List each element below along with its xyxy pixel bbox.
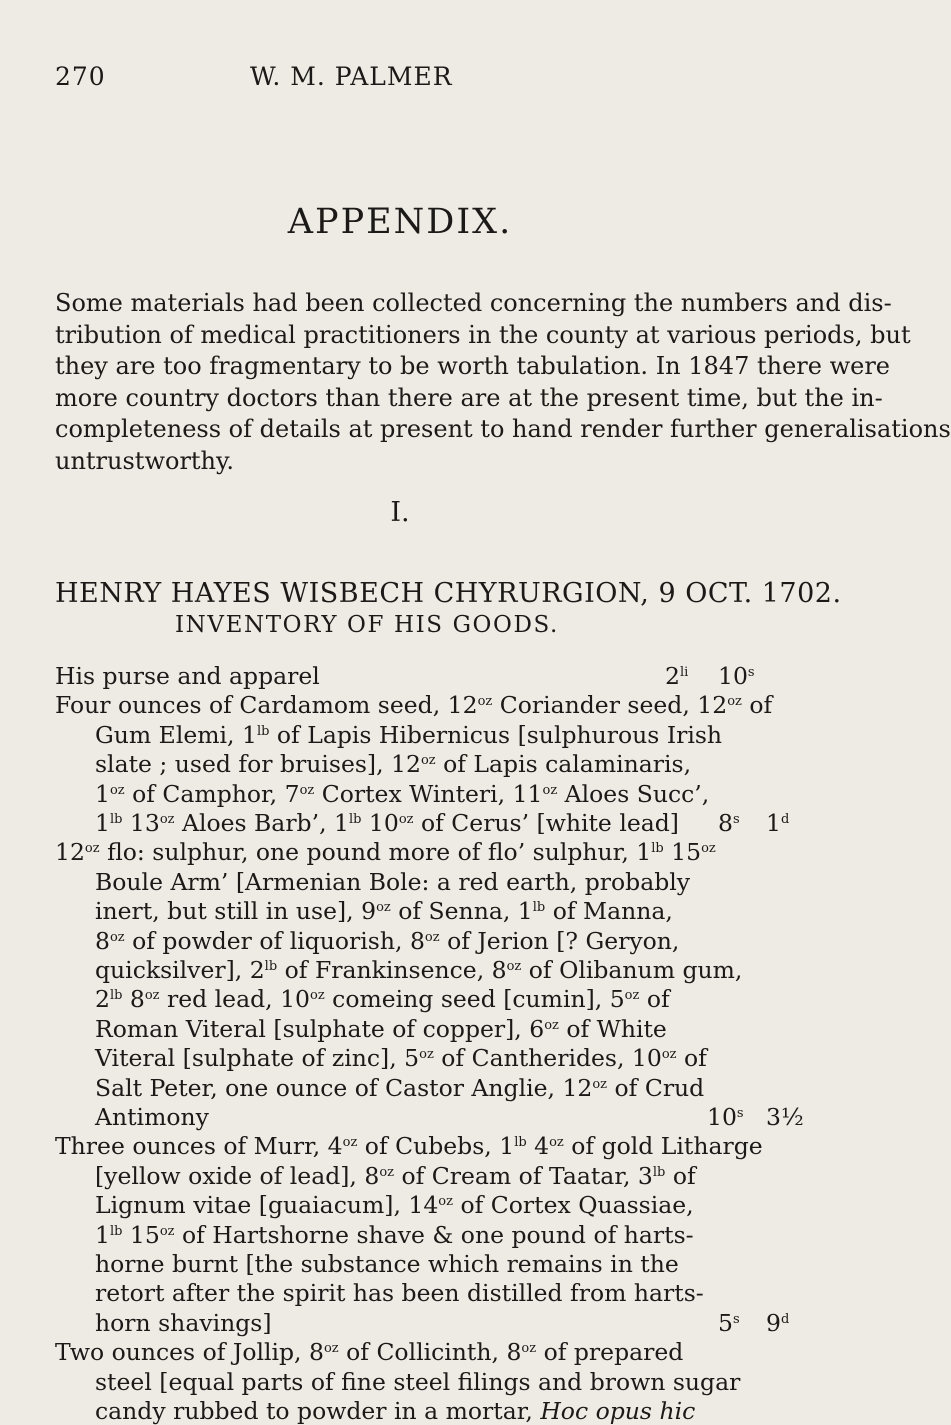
entry-line: horn shavings] [95,1308,272,1337]
entry-line: $2^{lb}$ $8^{oz}$ red lead, $10^{oz}$ comeing seed [cumin], $5^{oz}$ of [95,985,670,1014]
intro-line: completeness of details at present to hand render further generalisations [55,415,951,443]
amount-shillings: 8$^s$ [718,809,740,837]
entry-line: inert, but still in use], $9^{oz}$ of Senna, $1^{lb}$ of Manna, [95,897,673,926]
intro-line: more country doctors than there are at the present time, but the in- [55,383,883,412]
entry-line: $8^{oz}$ of powder of liquorish, $8^{oz}$ of Jerion [? Geryon, [95,926,680,955]
entry-line: horne burnt [the substance which remains in the [95,1250,679,1278]
inventory-subheading: INVENTORY OF HIS GOODS. [175,612,559,638]
entry-line: [yellow oxide of lead], $8^{oz}$ of Cream of Taatar, $3^{lb}$ of [95,1161,696,1190]
entry-line: Salt Peter, one ounce of Castor Anglie, $12^{oz}$ of Crud [95,1073,705,1102]
intro-paragraph [55,288,951,477]
appendix-title: APPENDIX. [287,202,513,242]
entry-line: Lignum vitae [guaiacum], $14^{oz}$ of Cortex Quassiae, [95,1191,694,1220]
intro-line: untrustworthy. [55,446,235,475]
entry-line: Roman Viteral [sulphate of copper], $6^{oz}$ of White [95,1014,667,1043]
entry-line: Gum Elemi, $1^{lb}$ of Lapis Hibernicus [sulphurous Irish [95,720,723,749]
amount-pence: 9$^d$ [766,1308,790,1337]
entry-line: slate ; used for bruises], $12^{oz}$ of Lapis calaminaris, [95,750,692,779]
page-number: 270 [55,62,106,91]
entry-line: $1^{oz}$ of Camphor, $7^{oz}$ Cortex Winteri, $11^{oz}$ Aloes Succ’, [95,779,710,808]
entry-line: $1^{lb}$ $15^{oz}$ of Hartshorne shave & one pound of harts- [95,1220,694,1249]
inventory-heading: HENRY HAYES WISBECH CHYRURGION, 9 OCT. 1702. [55,578,842,609]
entry-line: Boule Arm’ [Armenian Bole: a red earth, probably [95,867,691,896]
entry-line: $12^{oz}$ flo: sulphur, one pound more of flo’ sulphur, $1^{lb}$ $15^{oz}$ [55,838,716,867]
entry-line: Viteral [sulphate of zinc], $5^{oz}$ of Cantherides, $10^{oz}$ of [95,1044,707,1073]
entry-line: $1^{lb}$ $13^{oz}$ Aloes Barb’, $1^{lb}$ $10^{oz}$ of Cerus’ [white lead] [95,809,679,837]
entry-line: candy rubbed to powder in a mortar, Hoc opus hic [95,1397,696,1425]
section-numeral: I. [390,497,410,528]
intro-line: Some materials had been collected concerning the numbers and dis- [55,289,892,317]
intro-line: tribution of medical practitioners in the county at various periods, but [55,320,911,349]
entry-line: Two ounces of Jollip, $8^{oz}$ of Collicinth, $8^{oz}$ of prepared [55,1338,684,1367]
amount-shillings: 10$^s$ [718,662,755,690]
amount-pence: 3½ [766,1103,804,1131]
entry-line: quicksilver], $2^{lb}$ of Frankinsence, $8^{oz}$ of Olibanum gum, [95,956,743,984]
running-title: W. M. PALMER [250,62,453,91]
intro-line: they are too fragmentary to be worth tabulation. In 1847 there were [55,352,890,380]
entry-line: Antimony [95,1103,209,1131]
amount-pence: 1$^d$ [766,809,790,837]
amount-shillings: 5$^s$ [718,1308,740,1337]
entry-line: His purse and apparel [55,662,320,690]
entry-line: Four ounces of Cardamom seed, $12^{oz}$ Coriander seed, $12^{oz}$ of [55,691,773,720]
amount-pounds: $2^{li}$ [665,662,689,690]
amount-shillings: 10$^s$ [707,1103,744,1131]
entry-line: steel [equal parts of fine steel filings and brown sugar [95,1367,741,1396]
entry-line: Three ounces of Murr, $4^{oz}$ of Cubebs, $1^{lb}$ $4^{oz}$ of gold Litharge [55,1132,763,1161]
entry-line: retort after the spirit has been distilled from harts- [95,1279,704,1308]
